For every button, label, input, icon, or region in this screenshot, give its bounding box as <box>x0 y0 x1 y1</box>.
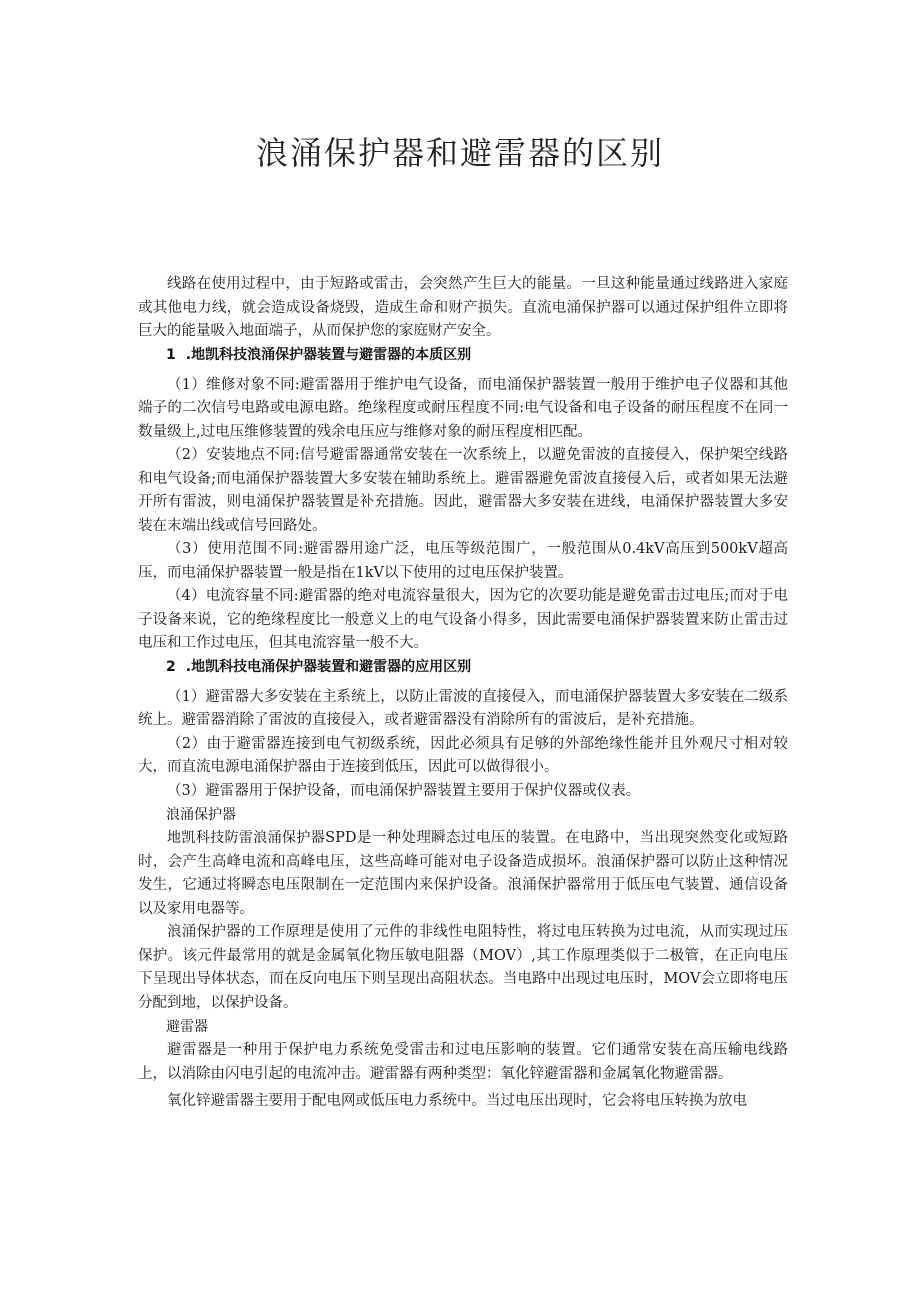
section-1-heading <box>138 344 788 366</box>
section-2-number: 2 <box>166 658 176 675</box>
surge-lead: 地凯科技防雷浪涌保护器 <box>167 830 326 846</box>
arrester-heading: 避雷器 <box>166 1019 208 1035</box>
page-title: 浪涌保护器和避雷器的区别 <box>255 134 664 172</box>
section-2-heading <box>138 656 788 678</box>
section-2-item: （3）避雷器用于保护设备，而电涌保护器装置主要用于保护仪器或仪表。 <box>167 782 641 799</box>
section-1-item: （2）安装地点不同:信号避雷器通常安装在一次系统上，以避免雷波的直接侵入，保护架空线路和电气设备;而电涌保护器装置大多安装在辅助系统上。避雷器避免雷波直接侵入后，或者如果无法避开所有雷波，则电涌保护器装置是补充措施。因此，避雷器大多安装在进线，电涌保护器装置大多安装在末端出线或信号回路处。 <box>138 447 788 534</box>
surge-protector-heading: 浪涌保护器 <box>166 807 236 823</box>
arrester-paragraph-1: 避雷器是一种用于保护电力系统免受雷击和过电压影响的装置。它们通常安装在高压输电线路上，以消除由闪电引起的电流冲击。避雷器有两种类型：氧化锌避雷器和金属氧化物避雷器。 <box>138 1042 788 1082</box>
section-1-item: （1）维修对象不同:避雷器用于维护电气设备，而电涌保护器装置一般用于维护电子仪器和其他端子的二次信号电路或电源电路。绝缘程度或耐压程度不同:电气设备和电子设备的耐压程度不在同一数量级上,过电压维修装置的残余电压应与维修对象的耐压程度相匹配。 <box>138 376 788 440</box>
surge-paragraph-1 <box>138 827 788 921</box>
surge-paragraph-1-text: SPD是一种处理瞬态过电压的装置。在电路中，当出现突然变化或短路时，会产生高峰电流和高峰电压，这些高峰可能对电子设备造成损坏。浪涌保护器可以防止这种情况发生，它通过将瞬态电压限制在一定范围内来保护设备。浪涌保护器常用于低压电气装置、通信设备以及家用电器等。 <box>138 830 788 917</box>
section-2-item: （1）避雷器大多安装在主系统上，以防止雷波的直接侵入，而电涌保护器装置大多安装在二级系统上。避雷器消除了雷波的直接侵入，或者避雷器没有消除所有的雷波后，是补充措施。 <box>138 688 788 728</box>
document-body <box>138 273 788 1114</box>
section-1-title: .地凯科技浪涌保护器装置与避雷器的本质区别 <box>185 346 472 363</box>
intro-paragraph: 线路在使用过程中，由于短路或雷击，会突然产生巨大的能量。一旦这种能量通过线路进入家庭或其他电力线，就会造成设备烧毁，造成生命和财产损失。直流电涌保护器可以通过保护组件立即将巨大的能量吸入地面端子，从而保护您的家庭财产安全。 <box>138 276 788 339</box>
section-2-title: .地凯科技电涌保护器装置和避雷器的应用区别 <box>185 658 472 675</box>
section-1-number: 1 <box>166 346 176 363</box>
arrester-paragraph-2: 氧化锌避雷器主要用于配电网或低压电力系统中。当过电压出现时，它会将电压转换为放电 <box>167 1093 747 1109</box>
section-1-item: （4）电流容量不同:避雷器的绝对电流容量很大，因为它的次要功能是避免雷击过电压;而对于电子设备来说，它的绝缘程度比一般意义上的电气设备小得多，因此需要电涌保护器装置来防止雷击过电压和工作过电压，但其电流容量一般不大。 <box>138 588 788 651</box>
section-2-item: （2）由于避雷器连接到电气初级系统，因此必须具有足够的外部绝缘性能并且外观尺寸相对较大，而直流电源电涌保护器由于连接到低压，因此可以做得很小。 <box>138 735 788 775</box>
section-1-item: （3）使用范围不同:避雷器用途广泛，电压等级范围广，一般范围从0.4kV高压到500kV超高压，而电涌保护器装置一般是指在1kV以下使用的过电压保护装置。 <box>138 541 788 581</box>
surge-paragraph-2: 浪涌保护器的工作原理是使用了元件的非线性电阻特性，将过电压转换为过电流，从而实现过压保护。该元件最常用的就是金属氧化物压敏电阻器（MOV）,其工作原理类似于二极管，在正向电压下呈现出导体状态，而在反向电压下则呈现出高阻状态。当电路中出现过电压时，MOV会立即将电压分配到地，以保护设备。 <box>138 924 788 1011</box>
